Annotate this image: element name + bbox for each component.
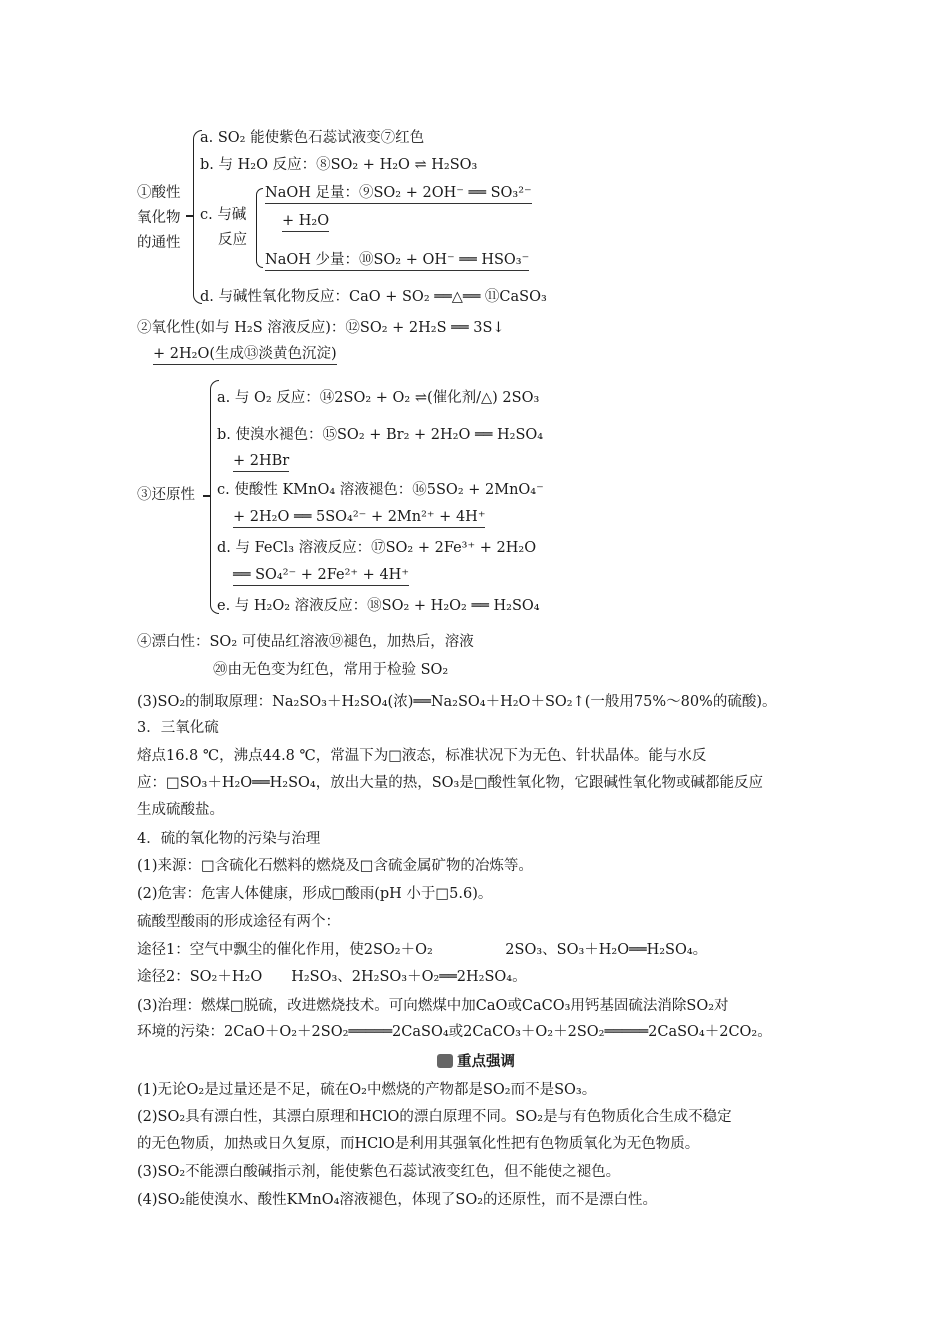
reducing-brace-tip (203, 495, 210, 497)
acidic-label-3: 的通性 (137, 235, 181, 251)
acidic-item-c-label-1: c. 与碱 (200, 207, 247, 223)
reducing-item-b1: b. 使溴水褪色：⑮SO₂ + Br₂ + 2H₂O ══ H₂SO₄ (217, 427, 544, 443)
naoh-limited-line: NaOH 少量：⑩SO₂ + OH⁻ ══ HSO₃⁻ (265, 250, 529, 271)
reducing-item-c1: c. 使酸性 KMnO₄ 溶液褪色：⑯5SO₂ + 2MnO₄⁻ (217, 482, 544, 498)
paragraph-line: 应：□SO₃＋H₂O══H₂SO₄，放出大量的热，SO₃是□酸性氧化物，它跟碱性氧化物或碱都能反应 (137, 775, 764, 791)
reducing-item-b2: + 2HBr (233, 451, 289, 472)
oxidizing-line-1: ②氧化性(如与 H₂S 溶液反应)：⑫SO₂ + 2H₂S ══ 3S↓ (137, 320, 505, 336)
acidic-item-d: d. 与碱性氧化物反应：CaO + SO₂ ══△══ ⑪CaSO₃ (200, 289, 547, 305)
paragraph-line: 生成硫酸盐。 (137, 802, 224, 818)
section-heading: 3．三氧化硫 (137, 720, 219, 736)
emphasis-line: (3)SO₂不能漂白酸碱指示剂，能使紫色石蕊试液变红色，但不能使之褪色。 (137, 1164, 621, 1180)
acidic-brace-tip (186, 215, 193, 217)
reducing-item-a: a. 与 O₂ 反应：⑭2SO₂ + O₂ ⇌(催化剂/△) 2SO₃ (217, 390, 540, 406)
base-reaction-brace (256, 188, 263, 268)
paragraph-line: (1)来源：□含硫化石燃料的燃烧及□含硫金属矿物的冶炼等。 (137, 858, 533, 874)
paragraph-line: 硫酸型酸雨的形成途径有两个： (137, 914, 340, 930)
reducing-item-e: e. 与 H₂O₂ 溶液反应：⑱SO₂ + H₂O₂ ══ H₂SO₄ (217, 598, 540, 614)
paragraph-line: 熔点16.8 ℃，沸点44.8 ℃，常温下为□液态，标准状况下为无色、针状晶体。能与水反 (137, 748, 707, 764)
reducing-item-c2: + 2H₂O ══ 5SO₄²⁻ + 2Mn²⁺ + 4H⁺ (233, 507, 485, 528)
hand-icon (437, 1054, 453, 1068)
paragraph-line: 途径2：SO₂＋H₂O H₂SO₃、2H₂SO₃＋O₂══2H₂SO₄。 (137, 969, 527, 985)
acidic-label-2: 氧化物 (137, 210, 181, 226)
paragraph-line: (3)治理：燃煤□脱硫，改进燃烧技术。可向燃煤中加CaO或CaCO₃用钙基固硫法消除SO₂对 (137, 998, 729, 1014)
paragraph-line: (3)SO₂的制取原理：Na₂SO₃＋H₂SO₄(浓)══Na₂SO₄＋H₂O＋SO₂↑(一般用75%～80%的硫酸)。 (137, 694, 777, 710)
emphasis-title-text: 重点强调 (457, 1054, 515, 1070)
paragraph-line: 环境的污染：2CaO＋O₂＋2SO₂═════2CaSO₄或2CaCO₃＋O₂＋2SO₂═════2CaSO₄＋2CO₂。 (137, 1024, 772, 1040)
acidic-item-a: a. SO₂ 能使紫色石蕊试液变⑦红色 (200, 130, 425, 146)
reducing-label: ③还原性 (137, 487, 195, 503)
oxidizing-line-2: + 2H₂O(生成⑬淡黄色沉淀) (153, 344, 337, 365)
acidic-label-1: ①酸性 (137, 185, 181, 201)
acidic-item-c-label-2: 反应 (218, 232, 247, 248)
emphasis-line: (1)无论O₂是过量还是不足，硫在O₂中燃烧的产物都是SO₂而不是SO₃。 (137, 1082, 597, 1098)
emphasis-line: (4)SO₂能使溴水、酸性KMnO₄溶液褪色，体现了SO₂的还原性，而不是漂白性。 (137, 1192, 658, 1208)
bleaching-line-2: ⑳由无色变为红色，常用于检验 SO₂ (213, 662, 449, 678)
emphasis-line: (2)SO₂具有漂白性，其漂白原理和HClO的漂白原理不同。SO₂是与有色物质化合生成不稳定 (137, 1109, 732, 1125)
emphasis-line: 的无色物质，加热或日久复原，而HClO是利用其强氧化性把有色物质氧化为无色物质。 (137, 1136, 700, 1152)
paragraph-line: 途径1：空气中飘尘的催化作用，使2SO₂＋O₂ 2SO₃、SO₃＋H₂O══H₂SO₄。 (137, 942, 708, 958)
naoh-excess-line-2: + H₂O (282, 211, 329, 232)
reducing-item-d1: d. 与 FeCl₃ 溶液反应：⑰SO₂ + 2Fe³⁺ + 2H₂O (217, 540, 537, 556)
paragraph-line: (2)危害：危害人体健康，形成□酸雨(pH 小于□5.6)。 (137, 886, 493, 902)
emphasis-title (437, 1050, 515, 1071)
section-heading: 4．硫的氧化物的污染与治理 (137, 831, 321, 847)
reducing-item-d2: ══ SO₄²⁻ + 2Fe²⁺ + 4H⁺ (233, 565, 409, 586)
bleaching-line-1: ④漂白性：SO₂ 可使品红溶液⑲褪色，加热后，溶液 (137, 634, 474, 650)
naoh-excess-line-1: NaOH 足量：⑨SO₂ + 2OH⁻ ══ SO₃²⁻ (265, 183, 532, 204)
acidic-item-b: b. 与 H₂O 反应：⑧SO₂ + H₂O ⇌ H₂SO₃ (200, 157, 478, 173)
